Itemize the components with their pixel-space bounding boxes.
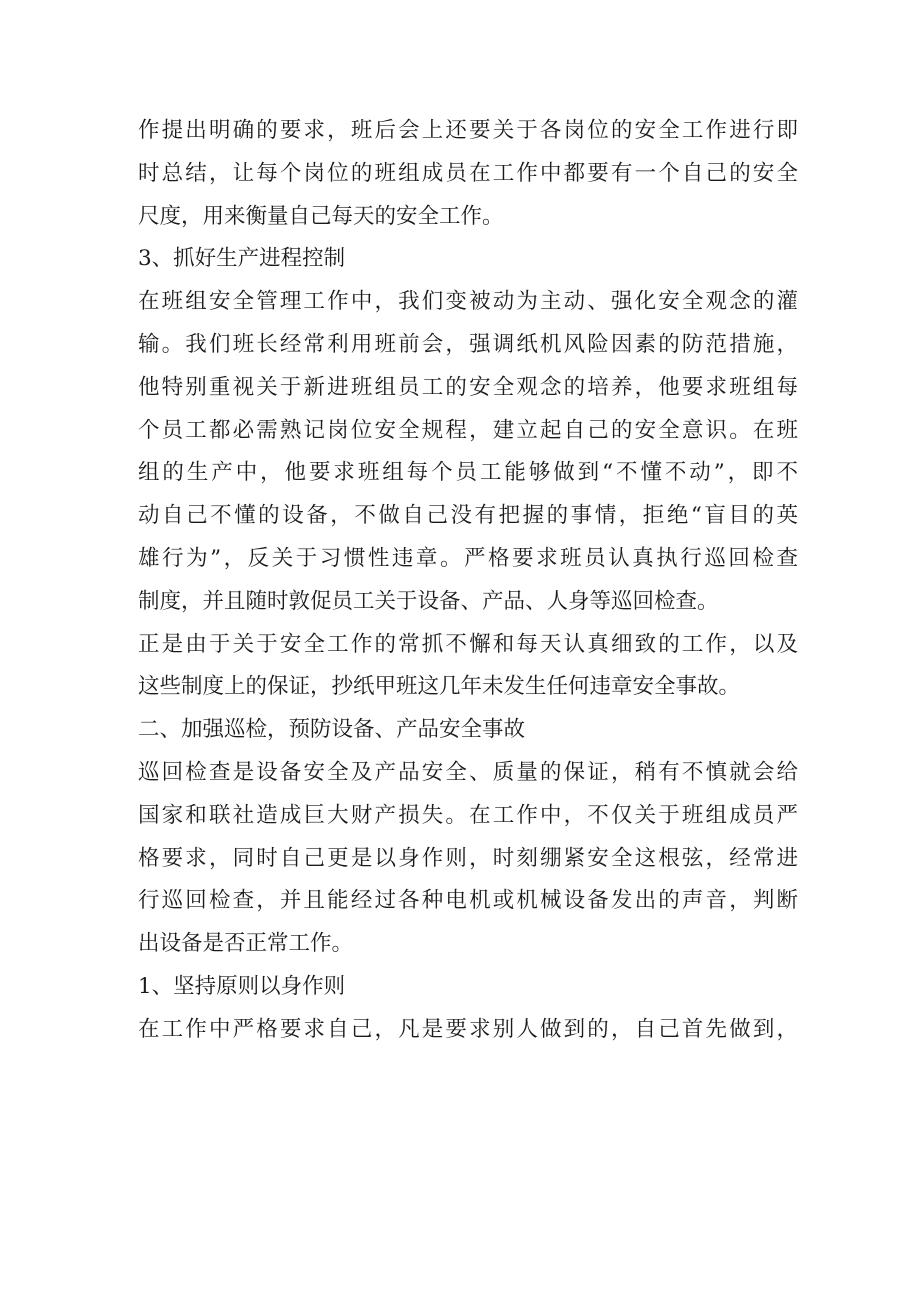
text-line: 国家和联社造成巨大财产损失。在工作中，不仅关于班组成员严 [138,802,798,828]
text-line: 在工作中严格要求自己，凡是要求别人做到的，自己首先做到， [138,1016,798,1042]
text-line: 巡回检查是设备安全及产品安全、质量的保证，稍有不慎就会给 [138,759,798,785]
text-line: 正是由于关于安全工作的常抓不懈和每天认真细致的工作，以及 [138,631,798,657]
text-line: 行巡回检查，并且能经过各种电机或机械设备发出的声音，判断 [138,888,798,914]
text-line: 这些制度上的保证，抄纸甲班这几年未发生任何违章安全事故。 [138,674,741,700]
text-line: 格要求，同时自己更是以身作则，时刻绷紧安全这根弦，经常进 [138,845,798,871]
text-line: 时总结，让每个岗位的班组成员在工作中都要有一个自己的安全 [138,160,798,186]
document-body [138,110,798,1052]
section-heading: 1、坚持原则以身作则 [138,973,346,999]
text-line: 输。我们班长经常利用班前会，强调纸机风险因素的防范措施， [138,331,798,357]
text-line: 动自己不懂的设备，不做自己没有把握的事情，拒绝“盲目的英 [138,503,798,529]
text-line: 作提出明确的要求，班后会上还要关于各岗位的安全工作进行即 [138,118,798,143]
text-line: 个员工都必需熟记岗位安全规程，建立起自己的安全意识。在班 [138,417,798,443]
text-line: 在班组安全管理工作中，我们变被动为主动、强化安全观念的灌 [138,289,798,315]
text-line: 尺度，用来衡量自己每天的安全工作。 [138,203,504,229]
text-line: 他特别重视关于新进班组员工的安全观念的培养，他要求班组每 [138,374,798,400]
text-line: 制度，并且随时敦促员工关于设备、产品、人身等巡回检查。 [138,588,719,614]
section-heading: 二、加强巡检，预防设备、产品安全事故 [138,717,526,743]
text-line: 雄行为”，反关于习惯性违章。严格要求班员认真执行巡回检查 [138,545,798,571]
section-heading: 3、抓好生产进程控制 [138,246,346,272]
text-line: 出设备是否正常工作。 [138,931,354,957]
text-line: 组的生产中，他要求班组每个员工能够做到“不懂不动”，即不 [138,460,798,486]
